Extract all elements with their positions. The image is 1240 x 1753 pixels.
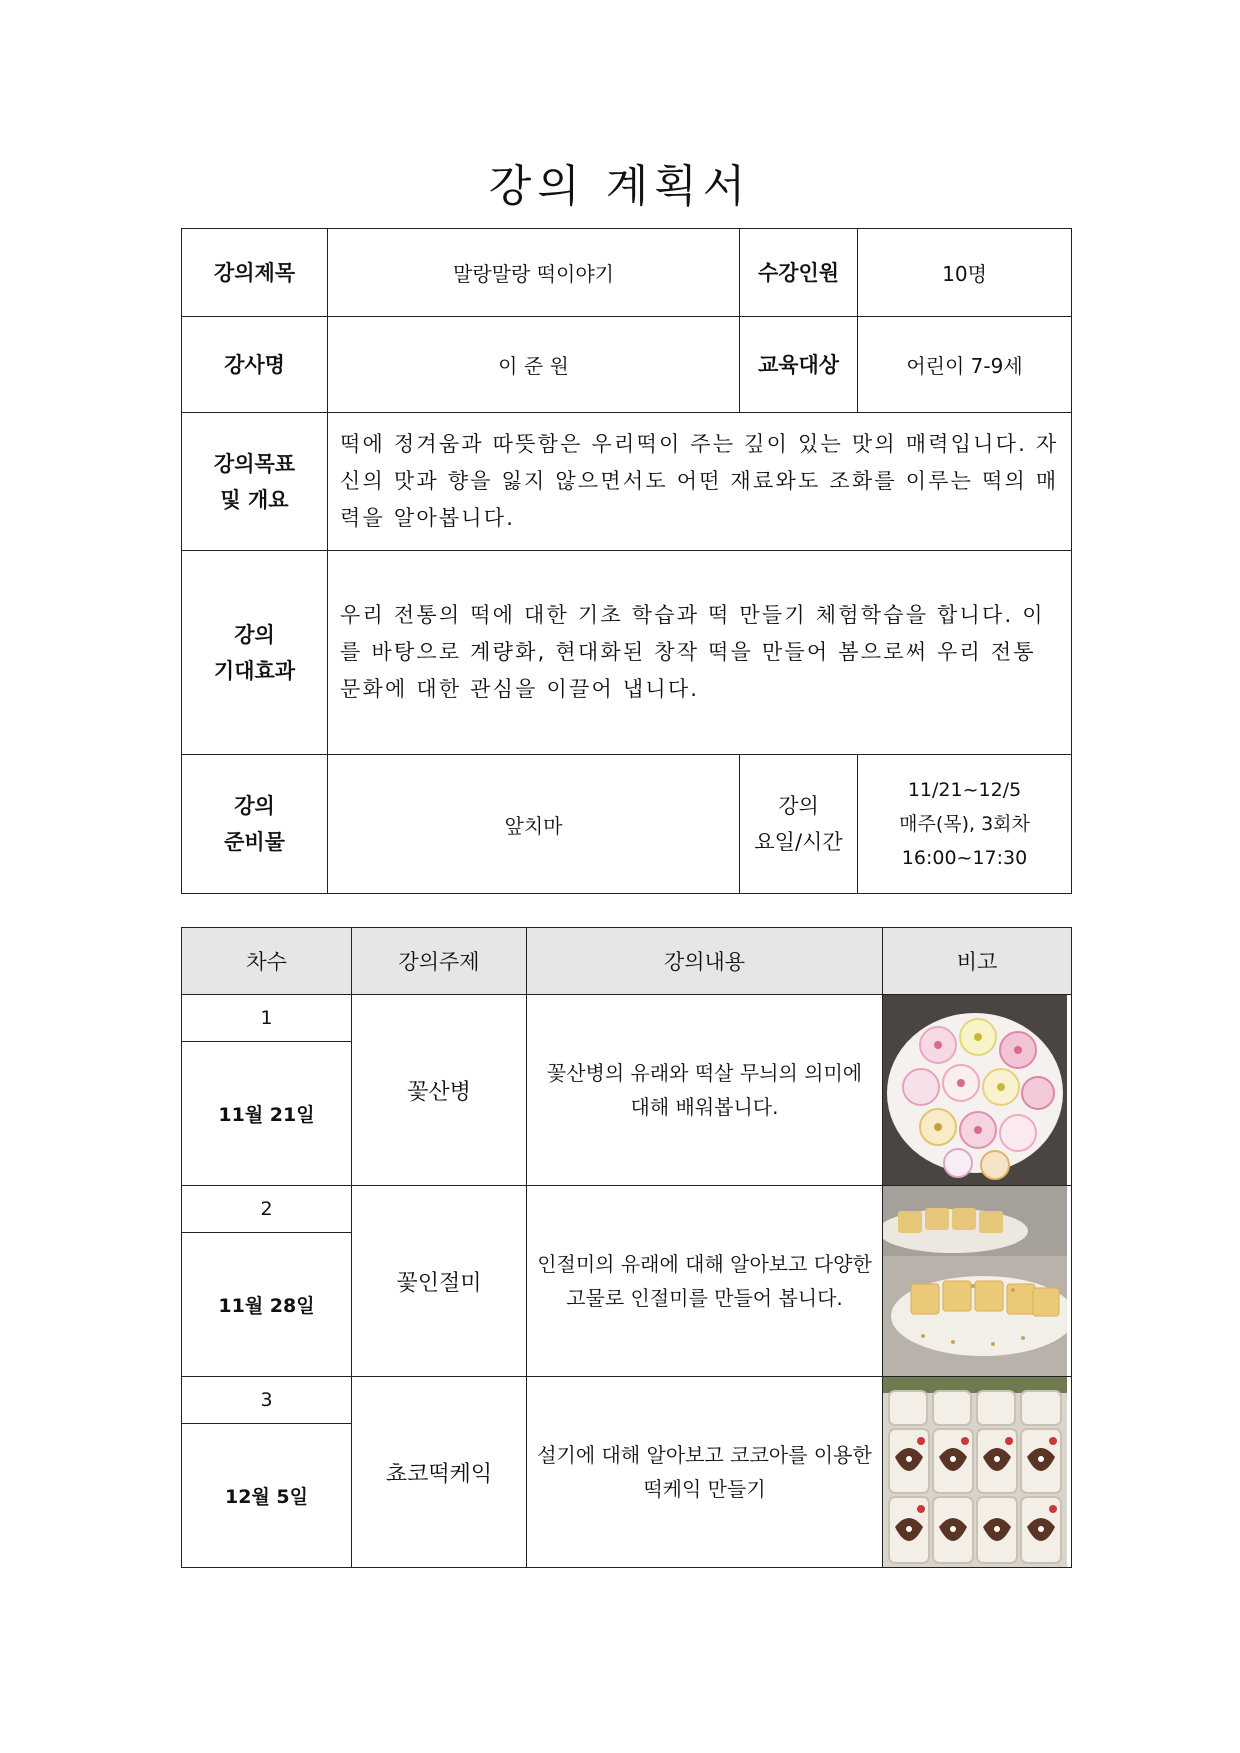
table-row — [182, 1377, 1072, 1424]
session-topic: 쵸코떡케익 — [352, 1377, 527, 1568]
flower-rice-cake-photo — [883, 995, 1072, 1186]
session-number: 2 — [182, 1186, 352, 1233]
choco-rice-cake-image — [883, 1377, 1067, 1567]
instructor-value: 이 준 원 — [328, 317, 740, 413]
instructor-label: 강사명 — [182, 317, 328, 413]
session-content: 설기에 대해 알아보고 코코아를 이용한 떡케익 만들기 — [527, 1377, 883, 1568]
schedule-header-row — [182, 928, 1072, 995]
flower-rice-cake-image — [883, 995, 1067, 1185]
schedule-line-1: 11/21~12/5 — [907, 779, 1022, 801]
session-content: 꽃산병의 유래와 떡살 무늬의 의미에 대해 배워봅니다. — [527, 995, 883, 1186]
session-topic: 꽃산병 — [352, 995, 527, 1186]
table-row — [182, 995, 1072, 1042]
prep-label-line-2: 준비물 — [224, 830, 285, 854]
session-content: 인절미의 유래에 대해 알아보고 다양한 고물로 인절미를 만들어 봅니다. — [527, 1186, 883, 1377]
prep-value: 앞치마 — [328, 755, 740, 894]
page-title: 강의 계획서 — [488, 161, 752, 212]
capacity-value: 10명 — [858, 229, 1072, 317]
target-value: 어린이 7-9세 — [858, 317, 1072, 413]
header-topic: 강의주제 — [352, 928, 527, 995]
prep-label-line-1: 강의 — [234, 794, 275, 818]
goal-label-line-2: 및 개요 — [220, 487, 289, 512]
session-date: 11월 21일 — [182, 1042, 352, 1186]
effect-label-line-2: 기대효과 — [213, 658, 296, 683]
schedule-line-2: 매주(목), 3회차 — [899, 813, 1030, 835]
choco-rice-cake-photo — [883, 1377, 1072, 1568]
injeolmi-image — [883, 1186, 1067, 1376]
header-session: 차수 — [182, 928, 352, 995]
session-date: 11월 28일 — [182, 1233, 352, 1377]
target-label: 교육대상 — [740, 317, 858, 413]
course-title-label: 강의제목 — [182, 229, 328, 317]
table-row — [182, 1186, 1072, 1233]
schedule-label-line-1: 강의 — [778, 794, 819, 818]
goal-label — [182, 413, 328, 551]
effect-label-line-1: 강의 — [234, 622, 275, 647]
schedule-label-line-2: 요일/시간 — [754, 830, 843, 854]
session-topic: 꽃인절미 — [352, 1186, 527, 1377]
schedule-line-3: 16:00~17:30 — [901, 847, 1028, 869]
header-note: 비고 — [883, 928, 1072, 995]
header-content: 강의내용 — [527, 928, 883, 995]
schedule-label — [740, 755, 858, 894]
schedule-table — [181, 927, 1072, 1568]
course-info-table — [181, 228, 1072, 894]
session-number: 3 — [182, 1377, 352, 1424]
effect-label — [182, 551, 328, 755]
goal-text: 떡에 정겨움과 따뜻함은 우리떡이 주는 깊이 있는 맛의 매력입니다. 자신의 맛과 향을 잃지 않으면서도 어떤 재료와도 조화를 이루는 떡의 매력을 알아봅니다. — [328, 413, 1072, 551]
prep-label — [182, 755, 328, 894]
injeolmi-photo — [883, 1186, 1072, 1377]
course-title-value: 말랑말랑 떡이야기 — [328, 229, 740, 317]
session-number: 1 — [182, 995, 352, 1042]
capacity-label: 수강인원 — [740, 229, 858, 317]
session-date: 12월 5일 — [182, 1424, 352, 1568]
schedule-value — [858, 755, 1072, 894]
goal-label-line-1: 강의목표 — [213, 451, 296, 476]
effect-text: 우리 전통의 떡에 대한 기초 학습과 떡 만들기 체험학습을 합니다. 이를 바탕으로 계량화, 현대화된 창작 떡을 만들어 봄으로써 우리 전통 문화에 대한 관심을 이끌어 냅니다. — [328, 551, 1072, 755]
